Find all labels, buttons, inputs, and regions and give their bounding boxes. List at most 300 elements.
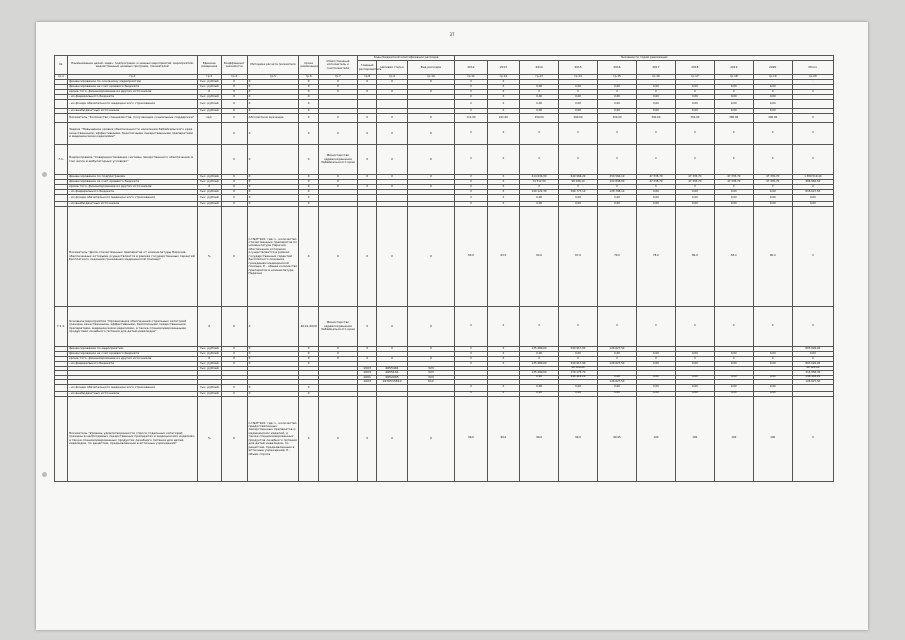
- row-coefficient: Х: [221, 145, 247, 175]
- header-admin: Главный распорядитель: [357, 61, 376, 75]
- row-term: 2014-2020: [299, 307, 318, 347]
- row-year-value: -: [714, 80, 753, 85]
- row-year-value: Х: [455, 175, 487, 180]
- row-year-value: Х: [487, 185, 519, 190]
- row-total: 0,00: [792, 352, 833, 357]
- row-year-value: Х: [455, 145, 487, 175]
- row-year-value: Х: [520, 123, 559, 145]
- row-year-value: Х: [714, 123, 753, 145]
- row-target-code: Х: [377, 90, 407, 95]
- row-year-value: Х: [487, 100, 519, 109]
- row-admin-code: Х: [357, 114, 376, 123]
- header-year: 2016: [598, 61, 637, 75]
- row-unit: %: [197, 207, 221, 307]
- row-expense-code: Х: [407, 90, 455, 95]
- row-year-value: Х: [753, 145, 792, 175]
- row-year-value: Х: [675, 307, 714, 347]
- row-expense-code: Х: [407, 357, 455, 362]
- row-executor: Х: [318, 90, 357, 95]
- row-term: Х: [299, 357, 318, 362]
- row-year-value: 124 838,00: [598, 180, 637, 185]
- row-total: Х: [792, 207, 833, 307]
- row-year-value: 221,00: [487, 114, 519, 123]
- row-unit: [197, 145, 221, 175]
- row-coefficient: Х: [221, 384, 247, 391]
- row-total: [792, 384, 833, 391]
- row-year-value: 0,00: [598, 202, 637, 207]
- row-year-value: 0,00: [598, 100, 637, 109]
- row-year-value: Х: [455, 362, 487, 367]
- row-year-value: Х: [714, 185, 753, 190]
- row-name: Показатель "Количество специалистов, получающих социальные поддержки": [67, 114, 197, 123]
- row-year-value: 0,00: [636, 202, 675, 207]
- row-method: Х: [247, 391, 299, 396]
- row-executor: Х: [318, 207, 357, 307]
- row-unit: Х: [197, 90, 221, 95]
- header-year: 2012: [455, 61, 487, 75]
- row-coefficient: Х: [221, 207, 247, 307]
- row-year-value: 0,00: [753, 109, 792, 114]
- row-year-value: Х: [753, 357, 792, 362]
- row-year-value: Х: [487, 362, 519, 367]
- table-row: [55, 307, 834, 347]
- row-number: [55, 123, 68, 145]
- row-year-value: -: [598, 80, 637, 85]
- row-year-value: Х: [636, 307, 675, 347]
- row-coefficient: Х: [221, 109, 247, 114]
- row-year-value: Х: [487, 195, 519, 202]
- row-method: n=N/P*100, где n - количество предоставленных лекарственных препаратов и медицинских изделий, а также специализированных продуктов лечебного питания для детей-инвалидов, по рецептам, предъявленным в аптечные учреждения; P - объем спроса: [247, 396, 299, 481]
- table-row: [55, 123, 834, 145]
- row-method: n=N/P*100, где n - количество отечественных препаратов по номенклатуре Перечня, обеспечение которыми осуществляется в рамках государственных гарантий бесплатного оказания гражданам медицинской помощи; P - общее количество препаратов в номенклатуре Перечня: [247, 207, 299, 307]
- row-year-value: -: [753, 80, 792, 85]
- row-year-value: Х: [675, 90, 714, 95]
- column-number: гр.12: [487, 75, 519, 80]
- row-name: кроме того, финансирование из других источников:: [67, 185, 197, 190]
- row-year-value: 380,00: [714, 114, 753, 123]
- row-year-value: Х: [487, 109, 519, 114]
- row-year-value: 140 122,30: [520, 190, 559, 195]
- row-method: Абсолютное значение: [247, 114, 299, 123]
- header-unit: Единица измерения: [197, 56, 221, 75]
- header-executor: Ответственный исполнитель и соисполнители: [318, 56, 357, 75]
- column-number: гр.15: [598, 75, 637, 80]
- row-year-value: 67,0: [559, 207, 598, 307]
- row-number: [55, 195, 68, 202]
- row-year-value: 135 480,60: [520, 371, 559, 375]
- row-unit: %: [197, 396, 221, 481]
- row-coefficient: Х: [221, 185, 247, 190]
- row-year-value: 126 627,50: [598, 362, 637, 367]
- row-year-value: -: [559, 80, 598, 85]
- table-row: [55, 396, 834, 481]
- row-year-value: -: [636, 80, 675, 85]
- column-number: гр.8: [357, 75, 376, 80]
- header-total: Итого: [792, 61, 833, 75]
- row-executor: Х: [318, 114, 357, 123]
- row-target-code: 4655461: [377, 367, 407, 371]
- row-executor: Х: [318, 175, 357, 180]
- row-year-value: 0,00: [559, 85, 598, 90]
- row-term: Х: [299, 90, 318, 95]
- row-expense-code: Х: [407, 307, 455, 347]
- row-method: Х: [247, 352, 299, 357]
- row-year-value: Х: [455, 85, 487, 90]
- row-total: 803 026,00: [792, 362, 833, 367]
- row-admin-code: 1001: [357, 375, 376, 379]
- row-coefficient: Х: [221, 352, 247, 357]
- row-year-value: 0,00: [753, 100, 792, 109]
- row-total: Х: [792, 90, 833, 95]
- program-table: [54, 55, 834, 482]
- row-year-value: 0,00: [636, 384, 675, 391]
- row-year-value: 0,00: [675, 190, 714, 195]
- row-year-value: 250,00: [520, 114, 559, 123]
- row-year-value: 330,00: [636, 114, 675, 123]
- row-year-value: 47 335,70: [753, 180, 792, 185]
- row-term: Х: [299, 145, 318, 175]
- row-coefficient: Х: [221, 202, 247, 207]
- row-year-value: Х: [559, 123, 598, 145]
- row-term: Х: [299, 362, 318, 367]
- row-method: Х: [247, 175, 299, 180]
- row-year-value: 0,00: [598, 109, 637, 114]
- table-row: [55, 114, 834, 123]
- row-name: финансирование по подпрограмме: [67, 175, 197, 180]
- row-year-value: Х: [455, 352, 487, 357]
- row-year-value: 0,00: [598, 375, 637, 379]
- row-year-value: Х: [487, 90, 519, 95]
- row-total: Х: [792, 357, 833, 362]
- row-year-value: 0,00: [636, 375, 675, 379]
- row-term: Х: [299, 384, 318, 391]
- row-name: финансирование по основному мероприятию: [67, 80, 197, 85]
- row-coefficient: Х: [221, 175, 247, 180]
- row-coefficient: Х: [221, 95, 247, 100]
- page-number: 37: [449, 32, 455, 37]
- row-expense-code: Х: [407, 114, 455, 123]
- row-year-value: Х: [487, 347, 519, 352]
- row-year-value: -: [520, 80, 559, 85]
- row-unit: тыс. рублей: [197, 362, 221, 367]
- row-admin-code: [357, 384, 376, 391]
- row-target-code: Х: [377, 80, 407, 85]
- row-year-value: Х: [714, 307, 753, 347]
- column-number: гр.6: [299, 75, 318, 80]
- row-term: Х: [299, 185, 318, 190]
- row-year-value: Х: [636, 90, 675, 95]
- row-year-value: Х: [598, 307, 637, 347]
- row-number: [55, 100, 68, 109]
- table-row: [55, 100, 834, 109]
- header-year: 2015: [559, 61, 598, 75]
- row-year-value: 80,0: [675, 207, 714, 307]
- row-year-value: 0,00: [559, 391, 598, 396]
- row-year-value: Х: [559, 357, 598, 362]
- header-year: 2019: [714, 61, 753, 75]
- row-term: Х: [299, 85, 318, 90]
- row-year-value: 0,00: [598, 391, 637, 396]
- row-total: 40 324,00: [792, 367, 833, 371]
- row-year-value: 0,00: [675, 362, 714, 367]
- row-year-value: 99,0: [455, 396, 487, 481]
- header-year: 2018: [675, 61, 714, 75]
- row-year-value: 0,00: [598, 384, 637, 391]
- column-number: гр.16: [636, 75, 675, 80]
- row-executor: Х: [318, 80, 357, 85]
- row-year-value: Х: [455, 185, 487, 190]
- row-year-value: Х: [487, 123, 519, 145]
- row-year-value: 0,00: [636, 85, 675, 90]
- row-year-value: 0,00: [559, 202, 598, 207]
- table-row: [55, 207, 834, 307]
- row-name: кроме того, финансирование из других источников:: [67, 90, 197, 95]
- row-year-value: 0,00: [636, 362, 675, 367]
- table-header: [55, 56, 834, 80]
- row-year-value: 47 335,70: [753, 175, 792, 180]
- row-year-value: Х: [598, 123, 637, 145]
- row-unit: Х: [197, 185, 221, 190]
- row-year-value: Х: [487, 80, 519, 85]
- row-year-value: 0,00: [559, 100, 598, 109]
- row-year-value: 63,5: [487, 207, 519, 307]
- row-year-value: 0,00: [520, 109, 559, 114]
- row-admin-code: Х: [357, 396, 376, 481]
- row-term: Х: [299, 352, 318, 357]
- row-year-value: 0,00: [636, 352, 675, 357]
- row-year-value: 74 512,50: [520, 180, 559, 185]
- row-coefficient: Х: [221, 391, 247, 396]
- row-year-value: 0,00: [559, 384, 598, 391]
- row-executor: Министерство здравоохранения Забайкальского края: [318, 145, 357, 175]
- row-year-value: 126 627,50: [598, 380, 637, 384]
- row-method: Х: [247, 347, 299, 352]
- row-number: [55, 396, 68, 481]
- row-year-value: 0,00: [675, 109, 714, 114]
- row-admin-code: [357, 100, 376, 109]
- row-name: - из фонда обязательного медицинского страхования: [67, 384, 197, 391]
- row-year-value: 0,00: [520, 202, 559, 207]
- row-year-value: 0,00: [714, 384, 753, 391]
- row-unit: тыс. рублей: [197, 190, 221, 195]
- row-year-value: Х: [487, 307, 519, 347]
- row-term: Х: [299, 180, 318, 185]
- row-term: Х: [299, 95, 318, 100]
- row-year-value: Х: [753, 307, 792, 347]
- row-total: 803 026,00: [792, 347, 833, 352]
- row-name: - из федерального бюджета: [67, 190, 197, 195]
- row-total: 296 418,20: [792, 375, 833, 379]
- row-name: финансирование за счет краевого бюджета: [67, 352, 197, 357]
- row-year-value: 0,00: [675, 352, 714, 357]
- row-year-value: 0,00: [559, 109, 598, 114]
- row-executor: [318, 195, 357, 202]
- row-method: Х: [247, 95, 299, 100]
- row-year-value: Х: [487, 85, 519, 90]
- row-total: Х: [792, 114, 833, 123]
- row-unit: тыс. рублей: [197, 384, 221, 391]
- row-unit: тыс. рублей: [197, 95, 221, 100]
- table-body: [55, 80, 834, 482]
- row-unit: Х: [197, 357, 221, 362]
- row-coefficient: Х: [221, 307, 247, 347]
- row-year-value: Х: [487, 202, 519, 207]
- row-year-value: Х: [753, 123, 792, 145]
- row-year-value: 40 324,00: [559, 367, 598, 371]
- row-coefficient: Х: [221, 180, 247, 185]
- row-year-value: 128 708,10: [598, 190, 637, 195]
- row-term: Х: [299, 175, 318, 180]
- row-year-value: Х: [455, 391, 487, 396]
- row-term: Х: [299, 195, 318, 202]
- punch-hole: [42, 472, 47, 477]
- row-expense-code: Х: [407, 347, 455, 352]
- row-year-value: 100: [714, 396, 753, 481]
- row-year-value: Х: [455, 307, 487, 347]
- row-year-value: Х: [487, 352, 519, 357]
- row-total: 126 627,50: [792, 380, 833, 384]
- row-total: -: [792, 80, 833, 85]
- row-year-value: 540 917,90: [559, 347, 598, 352]
- row-year-value: 250 566,10: [598, 175, 637, 180]
- row-total: Х: [792, 123, 833, 145]
- row-target-code: Х: [377, 185, 407, 190]
- row-unit: Х: [197, 307, 221, 347]
- row-year-value: Х: [520, 185, 559, 190]
- row-method: Х: [247, 190, 299, 195]
- row-year-value: 99,95: [598, 396, 637, 481]
- row-year-value: 0,00: [520, 352, 559, 357]
- table-row: [55, 384, 834, 391]
- row-method: Х: [247, 202, 299, 207]
- row-year-value: Х: [636, 123, 675, 145]
- row-coefficient: Х: [221, 190, 247, 195]
- row-admin-code: 1003: [357, 371, 376, 375]
- row-expense-code: 323: [407, 375, 455, 379]
- column-number: гр.11: [455, 75, 487, 80]
- row-number: [55, 114, 68, 123]
- row-year-value: 296 418,20: [559, 375, 598, 379]
- row-unit: тыс. рублей: [197, 367, 221, 371]
- row-year-value: 0,00: [675, 391, 714, 396]
- column-number: гр.13: [520, 75, 559, 80]
- row-year-value: Х: [675, 185, 714, 190]
- row-unit: тыс. рублей: [197, 85, 221, 90]
- row-executor: Министерство здравоохранения Забайкальского края: [318, 307, 357, 347]
- row-target-code: Х: [377, 207, 407, 307]
- column-number: гр.14: [559, 75, 598, 80]
- row-target-code: 4655161: [377, 371, 407, 375]
- row-year-value: 78,0: [636, 207, 675, 307]
- column-number: гр.7: [318, 75, 357, 80]
- row-term: Х: [299, 109, 318, 114]
- row-unit: тыс. рублей: [197, 347, 221, 352]
- row-year-value: Х: [455, 109, 487, 114]
- row-method: Х: [247, 109, 299, 114]
- row-coefficient: Х: [221, 90, 247, 95]
- row-year-value: -: [675, 80, 714, 85]
- row-year-value: 0,00: [714, 100, 753, 109]
- row-target-code: [377, 384, 407, 391]
- row-name: Задача "Повышение уровня обеспеченности населения Забайкальского края качественными, эффективными, безопасными лекарственными препаратами и медицинскими изделиями": [67, 123, 197, 145]
- row-year-value: Х: [520, 145, 559, 175]
- row-expense-code: Х: [407, 185, 455, 190]
- row-target-code: 4652065: [377, 375, 407, 379]
- row-year-value: 99,0: [559, 396, 598, 481]
- row-year-value: Х: [753, 90, 792, 95]
- row-target-code: Х: [377, 307, 407, 347]
- row-executor: Х: [318, 357, 357, 362]
- row-year-value: 400,00: [753, 114, 792, 123]
- header-name: Наименование целей, задач, подпрограмм, основных мероприятий, мероприятий, ведомственных целевых программ, показателей: [67, 56, 197, 75]
- row-executor: Х: [318, 85, 357, 90]
- row-expense-code: Х: [407, 396, 455, 481]
- column-number: гр.2: [67, 75, 197, 80]
- column-number: гр.5: [247, 75, 299, 80]
- row-year-value: Х: [455, 123, 487, 145]
- row-total: 1 389 519,40: [792, 175, 833, 180]
- row-year-value: 126 627,50: [598, 347, 637, 352]
- row-year-value: Х: [675, 123, 714, 145]
- row-coefficient: Х: [221, 396, 247, 481]
- row-executor: Х: [318, 180, 357, 185]
- row-year-value: 111,00: [455, 114, 487, 123]
- row-year-value: Х: [455, 180, 487, 185]
- row-admin-code: Х: [357, 207, 376, 307]
- row-year-value: 214 634,80: [520, 175, 559, 180]
- row-year-value: 64,0: [520, 207, 559, 307]
- row-unit: тыс. рублей: [197, 195, 221, 202]
- row-admin-code: Х: [357, 357, 376, 362]
- row-year-value: Х: [487, 384, 519, 391]
- row-unit: тыс. рублей: [197, 391, 221, 396]
- row-method: Х: [247, 80, 299, 85]
- row-year-value: Х: [714, 145, 753, 175]
- row-year-value: 0,00: [753, 190, 792, 195]
- column-number: гр.10: [407, 75, 455, 80]
- row-term: Х: [299, 100, 318, 109]
- row-year-value: 649 966,20: [559, 175, 598, 180]
- header-year: 2013: [487, 61, 519, 75]
- row-year-value: 549 777,10: [559, 190, 598, 195]
- row-admin-code: 1003: [357, 380, 376, 384]
- row-target-code: Х: [377, 347, 407, 352]
- row-total: Х: [792, 185, 833, 190]
- row-expense-code: 612: [407, 380, 455, 384]
- row-executor: Х: [318, 123, 357, 145]
- row-target-code: [377, 100, 407, 109]
- row-year-value: 0,00: [675, 384, 714, 391]
- row-total: 818 627,50: [792, 190, 833, 195]
- row-year-value: 0,00: [714, 190, 753, 195]
- row-year-value: Х: [487, 95, 519, 100]
- row-year-value: Х: [559, 90, 598, 95]
- row-method: Х: [247, 357, 299, 362]
- row-method: Х: [247, 100, 299, 109]
- row-year-value: Х: [455, 202, 487, 207]
- row-executor: [318, 384, 357, 391]
- row-year-value: Х: [455, 100, 487, 109]
- row-year-value: 0,00: [520, 85, 559, 90]
- row-year-value: 0,00: [675, 85, 714, 90]
- row-method: Х: [247, 362, 299, 367]
- row-target-code: Х: [377, 114, 407, 123]
- row-unit: тыс. рублей: [197, 100, 221, 109]
- row-year-value: 0,00: [753, 195, 792, 202]
- row-year-value: 47 335,70: [675, 175, 714, 180]
- column-number: гр.17: [675, 75, 714, 80]
- row-total: 0,00: [792, 195, 833, 202]
